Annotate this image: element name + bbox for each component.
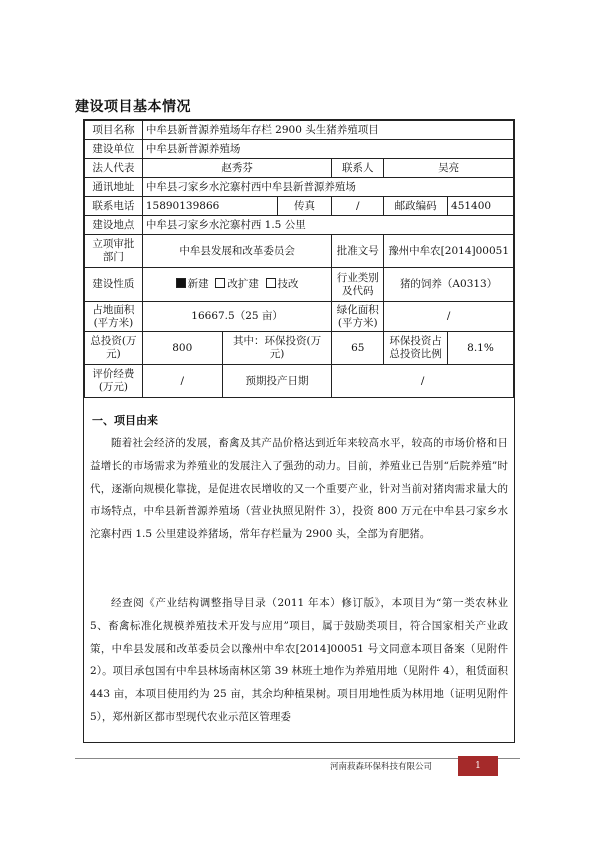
industry-label: 行业类别及代码 <box>332 268 384 302</box>
nature-label: 建设性质 <box>85 268 143 302</box>
approval-value: 中牟县发展和改革委员会 <box>142 235 332 268</box>
site-value: 中牟县刁家乡水沱寨村西 1.5 公里 <box>142 216 513 235</box>
table-row <box>85 159 514 178</box>
table-row <box>85 178 514 197</box>
invest-value: 800 <box>142 332 222 365</box>
phone-value: 15890139866 <box>142 197 277 216</box>
footer-company: 河南菽森环保科技有限公司 <box>330 762 433 772</box>
area-label: 占地面积(平方米) <box>85 302 143 332</box>
paragraph-background: 随着社会经济的发展，畜禽及其产品价格达到近年来较高水平，较高的市场价格和日益增长的市场需求为养殖业的发展注入了强劲的动力。目前，养殖业已告别“后院养殖”时代，逐渐向规模化靠拢，是促进农民增收的又一个重要产业，针对当前对猪肉需求量大的市场特点，中牟县新普源养殖场（营业执照见附件 3），投资 800 万元在中牟县刁家乡水沱寨村西 1.5 公里建设养猪场，常年存栏量为 2900 头，全部为育肥猪。 <box>90 437 508 541</box>
green-value: / <box>384 302 514 332</box>
nature-new-label: 新建 <box>187 278 209 290</box>
eval-fee-value: / <box>142 365 222 398</box>
project-name-label: 项目名称 <box>85 121 143 140</box>
phone-label: 联系电话 <box>85 197 143 216</box>
checkbox-checked-icon <box>176 278 186 288</box>
env-ratio-label: 环保投资占总投资比例 <box>384 332 448 365</box>
area-value: 16667.5（25 亩） <box>142 302 332 332</box>
prod-date-value: / <box>332 365 514 398</box>
postcode-value: 451400 <box>448 197 514 216</box>
fax-value: / <box>332 197 384 216</box>
address-value: 中牟县刁家乡水沱寨村西中牟县新普源养殖场 <box>142 178 513 197</box>
page-number: 1 <box>458 756 498 776</box>
nature-tech-label: 技改 <box>277 278 299 290</box>
site-label: 建设地点 <box>85 216 143 235</box>
approval-label: 立项审批部门 <box>85 235 143 268</box>
fax-label: 传真 <box>277 197 332 216</box>
project-info-table <box>84 120 514 398</box>
paragraph-policy: 经查阅《产业结构调整指导目录（2011 年本）修订版》，本项目为“第一类农林业 5、畜禽标准化规模养殖技术开发与应用”项目，属于鼓励类项目，符合国家相关产业政策，中牟县发展和改革委员会以豫州中牟农[2014]00051 号文同意本项目备案（见附件 2）。项目承包国有中牟县林场南林区第 39 林班土地作为养殖用地（见附件 4），租赁面积 443 亩，本项目使用约为 25 亩，其余均种植果树。项目用地性质为林用地（证明见附件 5），郑州新区都市型现代农业示范区管理委 <box>90 597 508 723</box>
table-row <box>85 197 514 216</box>
section-heading: 一、项目由来 <box>92 414 158 427</box>
industry-value: 猪的饲养（A0313） <box>384 268 514 302</box>
project-name-value: 中牟县新普源养殖场年存栏 2900 头生猪养殖项目 <box>142 121 513 140</box>
env-invest-label: 其中：环保投资(万元) <box>222 332 332 365</box>
table-row <box>85 216 514 235</box>
table-row <box>85 302 514 332</box>
table-row <box>85 121 514 140</box>
footer-divider <box>75 758 520 759</box>
contact-label: 联系人 <box>332 159 384 178</box>
table-row <box>85 235 514 268</box>
table-row <box>85 332 514 365</box>
unit-value: 中牟县新普源养殖场 <box>142 140 513 159</box>
env-invest-value: 65 <box>332 332 384 365</box>
checkbox-empty-icon <box>266 278 276 288</box>
unit-label: 建设单位 <box>85 140 143 159</box>
nature-expand-label: 改扩建 <box>227 278 259 290</box>
green-label: 绿化面积(平方米) <box>332 302 384 332</box>
table-row <box>85 140 514 159</box>
address-label: 通讯地址 <box>85 178 143 197</box>
contact-value: 吴亮 <box>384 159 514 178</box>
approval-no-value: 豫州中牟农[2014]00051 <box>384 235 514 268</box>
nature-options <box>142 268 332 302</box>
eval-fee-label: 评价经费(万元) <box>85 365 143 398</box>
postcode-label: 邮政编码 <box>384 197 448 216</box>
env-ratio-value: 8.1% <box>448 332 514 365</box>
table-row <box>85 365 514 398</box>
checkbox-empty-icon <box>215 278 225 288</box>
table-row <box>85 268 514 302</box>
invest-label: 总投资(万元) <box>85 332 143 365</box>
prod-date-label: 预期投产日期 <box>222 365 332 398</box>
approval-no-label: 批准文号 <box>332 235 384 268</box>
rep-value: 赵秀芬 <box>142 159 332 178</box>
rep-label: 法人代表 <box>85 159 143 178</box>
page-title: 建设项目基本情况 <box>75 99 191 115</box>
